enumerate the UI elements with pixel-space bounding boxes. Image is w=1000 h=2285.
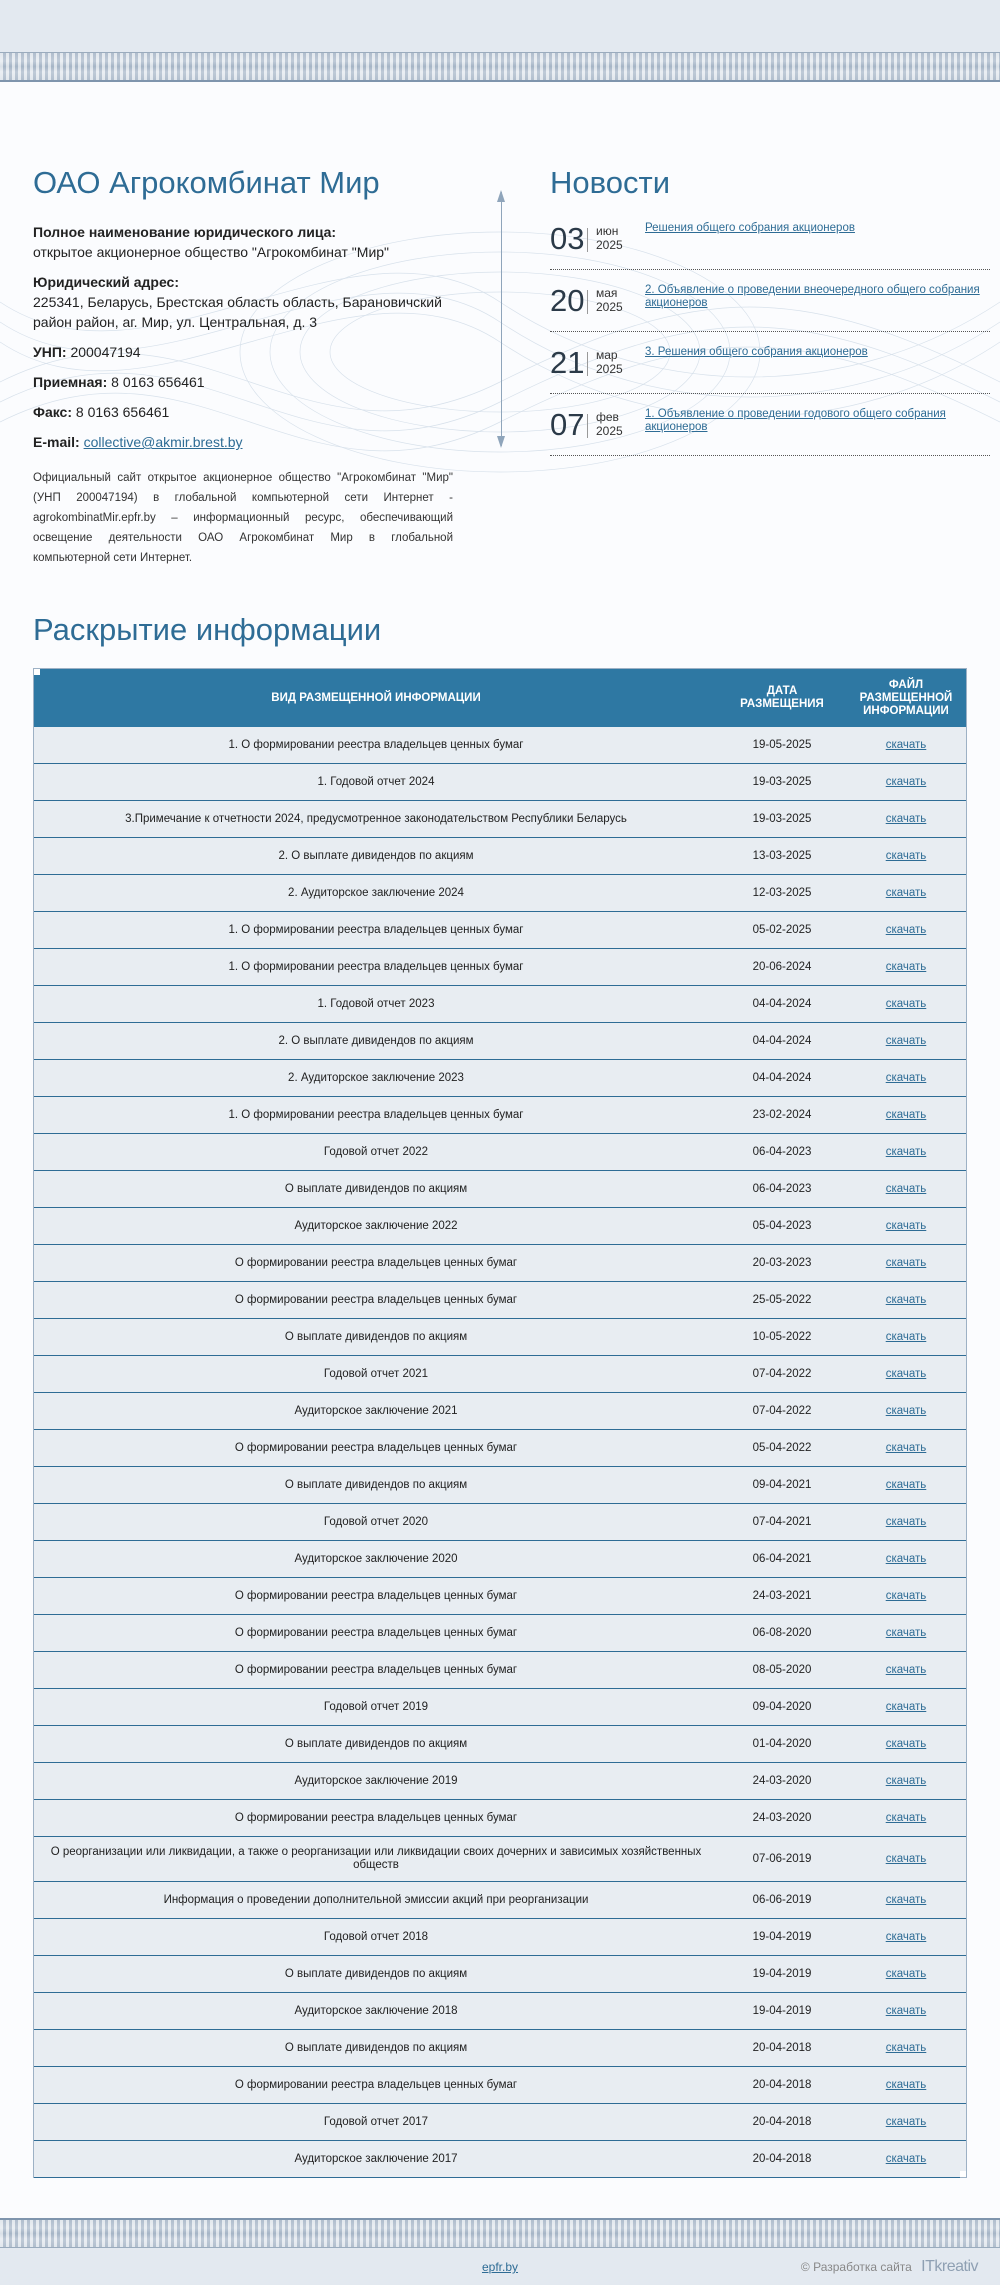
download-link[interactable]: скачать xyxy=(885,738,927,751)
cell-file xyxy=(846,1993,966,2030)
cell-date: 23-02-2024 xyxy=(718,1097,846,1134)
cell-date: 19-03-2025 xyxy=(718,764,846,801)
disclosure-table-container xyxy=(33,668,967,2178)
news-link[interactable]: 1. Объявление о проведении годового общего собрания акционеров xyxy=(645,408,946,434)
download-link[interactable]: скачать xyxy=(885,1478,927,1491)
news-month: июн xyxy=(596,224,619,239)
download-link[interactable]: скачать xyxy=(885,1256,927,1269)
download-link[interactable]: скачать xyxy=(885,1182,927,1195)
address-value: 225341, Беларусь, Брестская область область, Барановичский район район, аг. Мир, ул. Центральная, д. 3 xyxy=(33,294,442,331)
download-link[interactable]: скачать xyxy=(885,812,927,825)
table-row xyxy=(34,1689,966,1726)
cell-file xyxy=(846,1467,966,1504)
table-row xyxy=(34,1504,966,1541)
cell-file xyxy=(846,764,966,801)
table-row xyxy=(34,1282,966,1319)
cell-date: 04-04-2024 xyxy=(718,1023,846,1060)
download-link[interactable]: скачать xyxy=(885,1737,927,1750)
cell-type: О формировании реестра владельцев ценных бумаг xyxy=(34,1430,718,1467)
cell-type: Аудиторское заключение 2019 xyxy=(34,1763,718,1800)
news-item xyxy=(550,332,990,394)
cell-file xyxy=(846,1393,966,1430)
news-day: 03 xyxy=(550,221,585,257)
cell-date: 20-03-2023 xyxy=(718,1245,846,1282)
table-row xyxy=(34,1467,966,1504)
cell-date: 06-04-2023 xyxy=(718,1171,846,1208)
cell-file xyxy=(846,2067,966,2104)
table-row xyxy=(34,2030,966,2067)
table-row xyxy=(34,1919,966,1956)
cell-file xyxy=(846,801,966,838)
cell-date: 20-04-2018 xyxy=(718,2104,846,2141)
cell-date: 20-04-2018 xyxy=(718,2067,846,2104)
address-label: Юридический адрес: xyxy=(33,274,179,291)
news-year: 2025 xyxy=(596,362,623,377)
cell-type: Информация о проведении дополнительной эмиссии акций при реорганизации xyxy=(34,1882,718,1919)
download-link[interactable]: скачать xyxy=(885,2041,927,2054)
developer-credit xyxy=(801,2258,978,2276)
cell-file xyxy=(846,1578,966,1615)
cell-file xyxy=(846,986,966,1023)
download-link[interactable]: скачать xyxy=(885,2152,927,2165)
news-year: 2025 xyxy=(596,300,623,315)
news-date-separator xyxy=(587,352,588,376)
cell-file xyxy=(846,838,966,875)
cell-type: Аудиторское заключение 2020 xyxy=(34,1541,718,1578)
download-link[interactable]: скачать xyxy=(885,2078,927,2091)
full-name-row xyxy=(33,222,453,262)
download-link[interactable]: скачать xyxy=(885,1330,927,1343)
news-month-year xyxy=(596,348,623,376)
news-date-separator xyxy=(587,414,588,438)
header-file: ФАЙЛ РАЗМЕЩЕННОЙ ИНФОРМАЦИИ xyxy=(846,669,966,727)
download-link[interactable]: скачать xyxy=(885,886,927,899)
table-row xyxy=(34,1541,966,1578)
cell-file xyxy=(846,1245,966,1282)
cell-file xyxy=(846,1282,966,1319)
table-row xyxy=(34,1956,966,1993)
table-row xyxy=(34,1430,966,1467)
download-link[interactable]: скачать xyxy=(885,960,927,973)
download-link[interactable]: скачать xyxy=(885,1034,927,1047)
cell-type: 1. О формировании реестра владельцев ценных бумаг xyxy=(34,727,718,764)
reception-value: 8 0163 656461 xyxy=(111,374,205,391)
cell-date: 06-08-2020 xyxy=(718,1615,846,1652)
download-link[interactable]: скачать xyxy=(885,1108,927,1121)
cell-date: 19-04-2019 xyxy=(718,1993,846,2030)
cell-file xyxy=(846,1919,966,1956)
cell-type: 2. О выплате дивидендов по акциям xyxy=(34,1023,718,1060)
cell-type: О формировании реестра владельцев ценных бумаг xyxy=(34,1245,718,1282)
cell-file xyxy=(846,1023,966,1060)
cell-date: 19-04-2019 xyxy=(718,1919,846,1956)
cell-file xyxy=(846,1060,966,1097)
cell-type: Годовой отчет 2020 xyxy=(34,1504,718,1541)
unp-label: УНП: xyxy=(33,344,67,361)
cell-type: О выплате дивидендов по акциям xyxy=(34,1467,718,1504)
table-row xyxy=(34,1097,966,1134)
download-link[interactable]: скачать xyxy=(885,923,927,936)
download-link[interactable]: скачать xyxy=(885,775,927,788)
cell-file xyxy=(846,1726,966,1763)
cell-type: Аудиторское заключение 2021 xyxy=(34,1393,718,1430)
cell-file xyxy=(846,1956,966,1993)
reception-label: Приемная: xyxy=(33,374,108,391)
table-row xyxy=(34,1134,966,1171)
cell-type: О формировании реестра владельцев ценных бумаг xyxy=(34,1652,718,1689)
cell-file xyxy=(846,2141,966,2178)
download-link[interactable]: скачать xyxy=(885,849,927,862)
developer-label: © Разработка сайта xyxy=(800,2260,912,2274)
cell-date: 20-04-2018 xyxy=(718,2030,846,2067)
news-link[interactable]: 3. Решения общего собрания акционеров xyxy=(645,346,868,359)
cell-type: О выплате дивидендов по акциям xyxy=(34,1956,718,1993)
news-month-year xyxy=(596,224,623,252)
table-row xyxy=(34,2067,966,2104)
cell-file xyxy=(846,1837,966,1882)
table-header-row xyxy=(34,669,966,727)
table-row xyxy=(34,2104,966,2141)
cell-date: 20-06-2024 xyxy=(718,949,846,986)
footer xyxy=(0,2248,1000,2285)
disclosure-title: Раскрытие информации xyxy=(33,612,382,647)
cell-date: 07-06-2019 xyxy=(718,1837,846,1882)
download-link[interactable]: скачать xyxy=(885,1404,927,1417)
fax-row xyxy=(33,402,453,422)
news-item xyxy=(550,394,990,456)
fax-label: Факс: xyxy=(33,404,73,421)
cell-date: 01-04-2020 xyxy=(718,1726,846,1763)
download-link[interactable]: скачать xyxy=(885,1515,927,1528)
cell-file xyxy=(846,1208,966,1245)
cell-date: 06-04-2023 xyxy=(718,1134,846,1171)
news-day: 20 xyxy=(550,283,585,319)
cell-date: 07-04-2022 xyxy=(718,1393,846,1430)
cell-date: 20-04-2018 xyxy=(718,2141,846,2178)
cell-date: 19-03-2025 xyxy=(718,801,846,838)
download-link[interactable]: скачать xyxy=(885,1774,927,1787)
download-link[interactable]: скачать xyxy=(885,1663,927,1676)
news-link[interactable]: 2. Объявление о проведении внеочередного общего собрания акционеров xyxy=(645,284,980,310)
cell-type: О формировании реестра владельцев ценных бумаг xyxy=(34,1615,718,1652)
cell-file xyxy=(846,949,966,986)
cell-file xyxy=(846,2104,966,2141)
disclosure-table-body xyxy=(34,727,966,2178)
disclosure-table xyxy=(34,669,966,2178)
cell-file xyxy=(846,1356,966,1393)
cell-type: О формировании реестра владельцев ценных бумаг xyxy=(34,1800,718,1837)
cell-type: О выплате дивидендов по акциям xyxy=(34,1319,718,1356)
cell-date: 05-04-2023 xyxy=(718,1208,846,1245)
cell-type: 1. Годовой отчет 2023 xyxy=(34,986,718,1023)
cell-date: 10-05-2022 xyxy=(718,1319,846,1356)
top-ornament-border xyxy=(0,52,1000,82)
cell-date: 04-04-2024 xyxy=(718,1060,846,1097)
cell-date: 09-04-2021 xyxy=(718,1467,846,1504)
header-type: ВИД РАЗМЕЩЕННОЙ ИНФОРМАЦИИ xyxy=(34,669,718,727)
cell-type: Годовой отчет 2022 xyxy=(34,1134,718,1171)
download-link[interactable]: скачать xyxy=(885,1071,927,1084)
cell-type: 2. Аудиторское заключение 2024 xyxy=(34,875,718,912)
cell-date: 25-05-2022 xyxy=(718,1282,846,1319)
table-row xyxy=(34,1356,966,1393)
cell-file xyxy=(846,1171,966,1208)
header-date: ДАТА РАЗМЕЩЕНИЯ xyxy=(718,669,846,727)
footer-link[interactable]: epfr.by xyxy=(481,2260,519,2274)
download-link[interactable]: скачать xyxy=(885,1967,927,1980)
news-date-separator xyxy=(587,290,588,314)
cell-type: 3.Примечание к отчетности 2024, предусмотренное законодательством Республики Беларусь xyxy=(34,801,718,838)
cell-file xyxy=(846,1800,966,1837)
news-day: 07 xyxy=(550,407,585,443)
site-description: Официальный сайт открытое акционерное общество "Агрокомбинат "Мир" (УНП 200047194) в глобальной компьютерной сети Интернет - agrokombinatMir.epfr.by – информационный ресурс, обеспечивающий освещение деятельности ОАО Агрокомбинат Мир в глобальной компьютерной сети Интернет. xyxy=(33,472,453,565)
cell-type: 2. О выплате дивидендов по акциям xyxy=(34,838,718,875)
download-link[interactable]: скачать xyxy=(885,997,927,1010)
table-row xyxy=(34,1319,966,1356)
table-row xyxy=(34,1882,966,1919)
email-row xyxy=(33,432,453,452)
news-list xyxy=(550,208,990,456)
table-row xyxy=(34,1060,966,1097)
cell-date: 13-03-2025 xyxy=(718,838,846,875)
cell-file xyxy=(846,1763,966,1800)
news-month: фев xyxy=(596,410,619,425)
cell-date: 24-03-2021 xyxy=(718,1578,846,1615)
table-row xyxy=(34,1393,966,1430)
table-row xyxy=(34,727,966,764)
company-info xyxy=(33,166,453,568)
download-link[interactable]: скачать xyxy=(885,2004,927,2017)
download-link[interactable]: скачать xyxy=(885,1852,927,1865)
cell-date: 06-04-2021 xyxy=(718,1541,846,1578)
news-item xyxy=(550,270,990,332)
cell-file xyxy=(846,875,966,912)
news-item xyxy=(550,208,990,270)
cell-type: 1. О формировании реестра владельцев ценных бумаг xyxy=(34,1097,718,1134)
cell-file xyxy=(846,727,966,764)
cell-file xyxy=(846,1134,966,1171)
news-year: 2025 xyxy=(596,238,623,253)
cell-type: О выплате дивидендов по акциям xyxy=(34,1171,718,1208)
reception-row xyxy=(33,372,453,392)
download-link[interactable]: скачать xyxy=(885,1441,927,1454)
table-row xyxy=(34,1615,966,1652)
cell-type: О формировании реестра владельцев ценных бумаг xyxy=(34,1282,718,1319)
cell-date: 08-05-2020 xyxy=(718,1652,846,1689)
full-name-value: открытое акционерное общество "Агрокомбинат "Мир" xyxy=(33,244,390,261)
table-row xyxy=(34,1726,966,1763)
table-row xyxy=(34,1837,966,1882)
download-link[interactable]: скачать xyxy=(885,1893,927,1906)
cell-type: О реорганизации или ликвидации, а также о реорганизации или ликвидации своих дочерних и зависимых хозяйственных обществ xyxy=(34,1837,718,1882)
download-link[interactable]: скачать xyxy=(885,1367,927,1380)
email-label: E-mail: xyxy=(33,434,80,451)
download-link[interactable]: скачать xyxy=(885,1293,927,1306)
cell-type: Годовой отчет 2021 xyxy=(34,1356,718,1393)
news-month-year xyxy=(596,410,623,438)
column-divider xyxy=(501,192,502,446)
cell-type: О формировании реестра владельцев ценных бумаг xyxy=(34,2067,718,2104)
table-row xyxy=(34,949,966,986)
table-row xyxy=(34,1993,966,2030)
table-row xyxy=(34,838,966,875)
table-row xyxy=(34,801,966,838)
news-day: 21 xyxy=(550,345,585,381)
cell-type: Аудиторское заключение 2022 xyxy=(34,1208,718,1245)
cell-type: 1. О формировании реестра владельцев ценных бумаг xyxy=(34,912,718,949)
cell-type: О формировании реестра владельцев ценных бумаг xyxy=(34,1578,718,1615)
cell-date: 05-02-2025 xyxy=(718,912,846,949)
cell-file xyxy=(846,1541,966,1578)
table-row xyxy=(34,986,966,1023)
table-row xyxy=(34,1023,966,1060)
address-row xyxy=(33,272,453,332)
table-row xyxy=(34,2141,966,2178)
download-link[interactable]: скачать xyxy=(885,1589,927,1602)
cell-file xyxy=(846,1319,966,1356)
cell-type: 1. Годовой отчет 2024 xyxy=(34,764,718,801)
cell-date: 12-03-2025 xyxy=(718,875,846,912)
cell-date: 04-04-2024 xyxy=(718,986,846,1023)
cell-date: 06-06-2019 xyxy=(718,1882,846,1919)
table-row xyxy=(34,1578,966,1615)
cell-type: О выплате дивидендов по акциям xyxy=(34,2030,718,2067)
table-row xyxy=(34,1208,966,1245)
company-title: ОАО Агрокомбинат Мир xyxy=(33,165,380,200)
news-year: 2025 xyxy=(596,424,623,439)
table-row xyxy=(34,1171,966,1208)
table-row xyxy=(34,1800,966,1837)
download-link[interactable]: скачать xyxy=(885,2115,927,2128)
cell-type: Годовой отчет 2017 xyxy=(34,2104,718,2141)
news-month: мар xyxy=(596,348,618,363)
cell-type: 1. О формировании реестра владельцев ценных бумаг xyxy=(34,949,718,986)
download-link[interactable]: скачать xyxy=(885,1219,927,1232)
table-row xyxy=(34,875,966,912)
full-name-label: Полное наименование юридического лица: xyxy=(33,224,337,241)
news-title: Новости xyxy=(550,165,671,200)
cell-type: О выплате дивидендов по акциям xyxy=(34,1726,718,1763)
email-link[interactable]: collective@akmir.brest.by xyxy=(83,434,243,451)
table-row xyxy=(34,1245,966,1282)
cell-file xyxy=(846,1689,966,1726)
cell-file xyxy=(846,912,966,949)
cell-date: 07-04-2022 xyxy=(718,1356,846,1393)
cell-date: 07-04-2021 xyxy=(718,1504,846,1541)
news-section xyxy=(550,166,990,456)
download-link[interactable]: скачать xyxy=(885,1811,927,1824)
download-link[interactable]: скачать xyxy=(885,1930,927,1943)
download-link[interactable]: скачать xyxy=(885,1700,927,1713)
cell-type: Годовой отчет 2019 xyxy=(34,1689,718,1726)
cell-type: Годовой отчет 2018 xyxy=(34,1919,718,1956)
cell-file xyxy=(846,1615,966,1652)
table-row xyxy=(34,912,966,949)
cell-type: Аудиторское заключение 2018 xyxy=(34,1993,718,2030)
news-link[interactable]: Решения общего собрания акционеров xyxy=(645,222,855,235)
cell-date: 24-03-2020 xyxy=(718,1800,846,1837)
cell-date: 05-04-2022 xyxy=(718,1430,846,1467)
cell-file xyxy=(846,1504,966,1541)
download-link[interactable]: скачать xyxy=(885,1626,927,1639)
cell-file xyxy=(846,1882,966,1919)
news-date-separator xyxy=(587,228,588,252)
download-link[interactable]: скачать xyxy=(885,1145,927,1158)
cell-date: 19-05-2025 xyxy=(718,727,846,764)
cell-type: Аудиторское заключение 2017 xyxy=(34,2141,718,2178)
download-link[interactable]: скачать xyxy=(885,1552,927,1565)
unp-value: 200047194 xyxy=(70,344,141,361)
top-band xyxy=(0,0,1000,52)
cell-file xyxy=(846,2030,966,2067)
cell-file xyxy=(846,1430,966,1467)
table-row xyxy=(34,764,966,801)
table-row xyxy=(34,1652,966,1689)
cell-date: 24-03-2020 xyxy=(718,1763,846,1800)
cell-date: 19-04-2019 xyxy=(718,1956,846,1993)
fax-value: 8 0163 656461 xyxy=(75,404,170,421)
unp-row xyxy=(33,342,453,362)
cell-type: 2. Аудиторское заключение 2023 xyxy=(34,1060,718,1097)
news-month-year xyxy=(596,286,623,314)
cell-date: 09-04-2020 xyxy=(718,1689,846,1726)
cell-file xyxy=(846,1097,966,1134)
cell-file xyxy=(846,1652,966,1689)
news-month: мая xyxy=(596,286,618,301)
table-row xyxy=(34,1763,966,1800)
developer-brand-link[interactable]: ITkreativ xyxy=(921,2258,978,2275)
bottom-ornament-border xyxy=(0,2218,1000,2248)
